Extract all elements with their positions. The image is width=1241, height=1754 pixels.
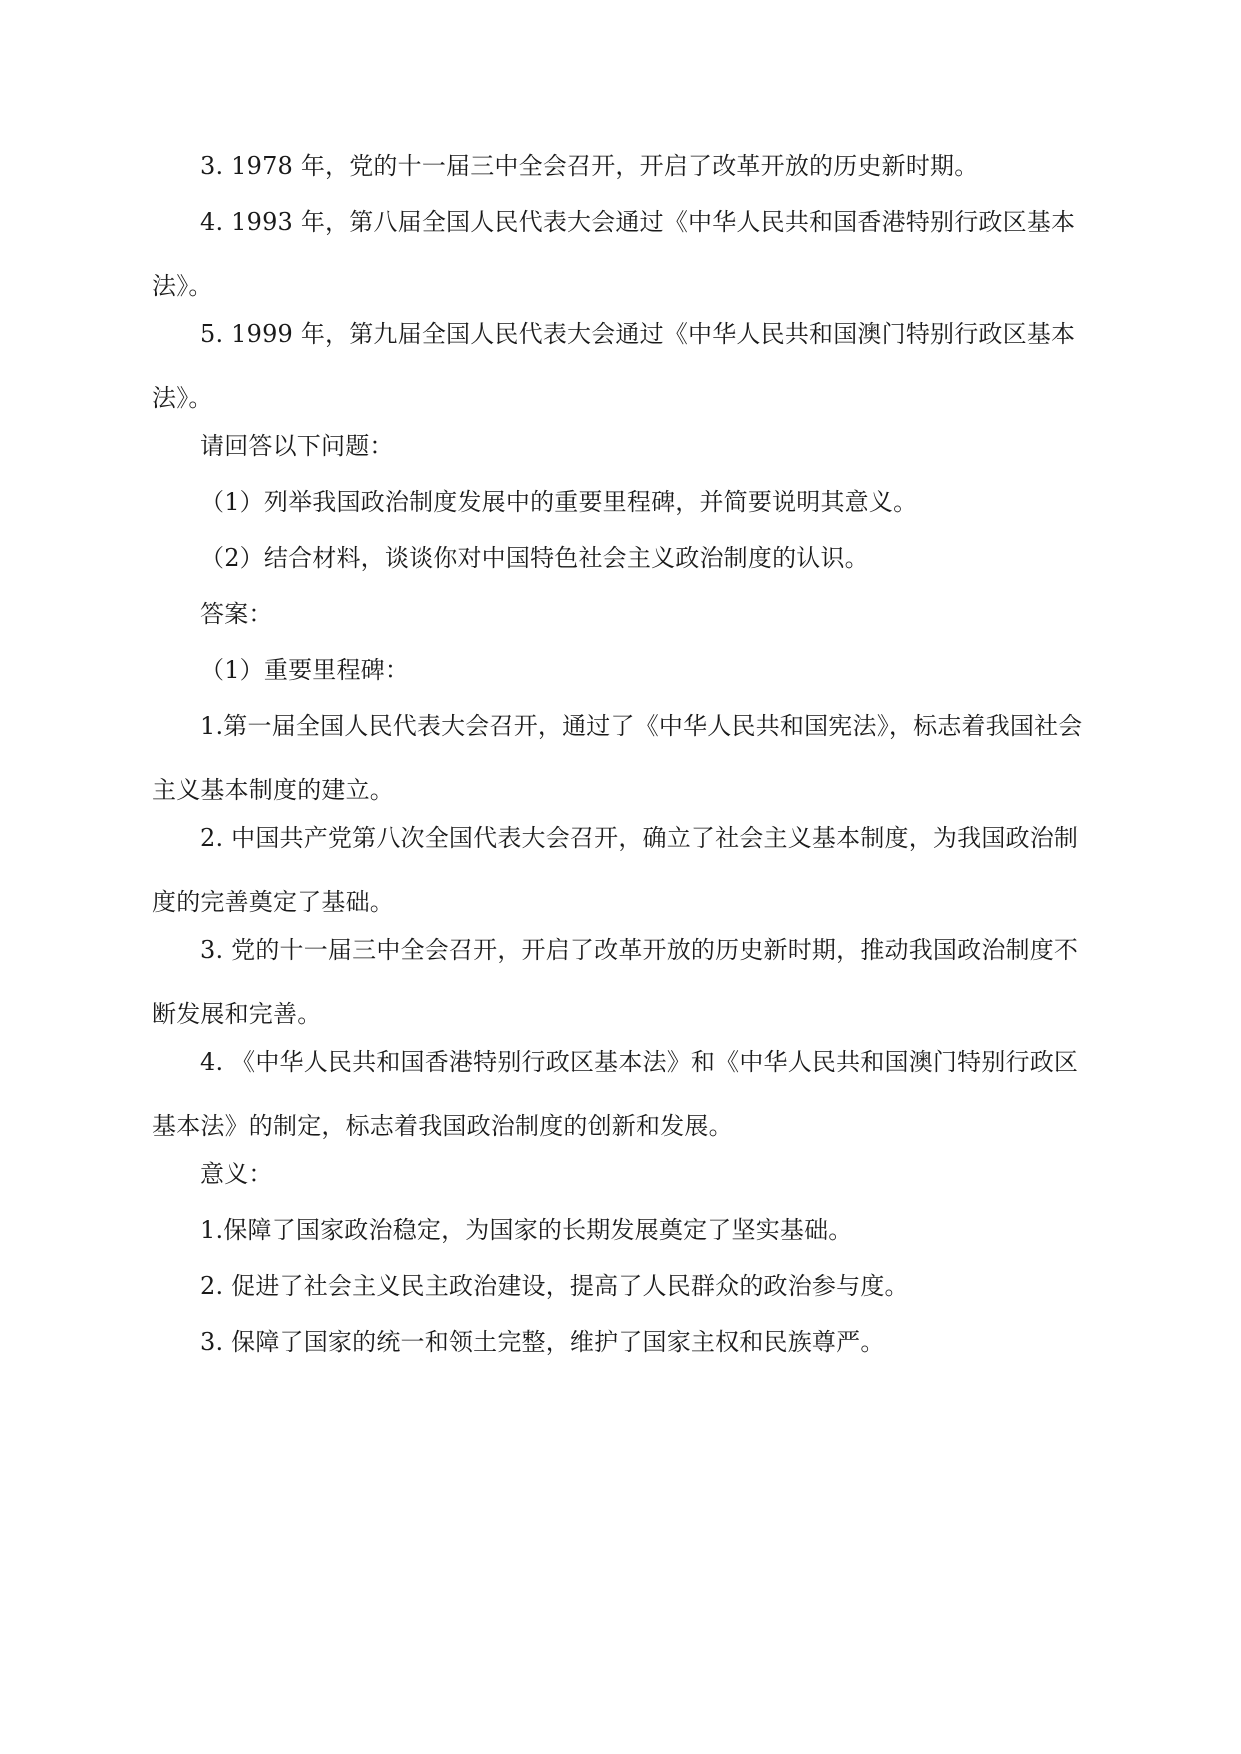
milestone-1: 1.第一届全国人民代表大会召开，通过了《中华人民共和国宪法》，标志着我国社会主义基本制度的建立。 (152, 712, 1083, 804)
answer-heading: 答案： (200, 600, 273, 628)
question-1: （1）列举我国政治制度发展中的重要里程碑，并简要说明其意义。 (200, 488, 918, 516)
significance-2: 2. 促进了社会主义民主政治建设，提高了人民群众的政治参与度。 (200, 1272, 909, 1300)
paragraph-item-5-1999: 5. 1999 年，第九届全国人民代表大会通过《中华人民共和国澳门特别行政区基本法》。 (152, 320, 1076, 412)
paragraph-item-4-1993: 4. 1993 年，第八届全国人民代表大会通过《中华人民共和国香港特别行政区基本法》。 (152, 208, 1076, 300)
paragraph-item-3-1978: 3. 1978 年，党的十一届三中全会召开，开启了改革开放的历史新时期。 (200, 152, 979, 180)
significance-1: 1.保障了国家政治稳定，为国家的长期发展奠定了坚实基础。 (200, 1216, 853, 1244)
questions-intro: 请回答以下问题： (200, 432, 394, 460)
question-2: （2）结合材料，谈谈你对中国特色社会主义政治制度的认识。 (200, 544, 869, 572)
milestone-3: 3. 党的十一届三中全会召开，开启了改革开放的历史新时期，推动我国政治制度不断发展和完善。 (152, 936, 1079, 1028)
milestone-2: 2. 中国共产党第八次全国代表大会召开，确立了社会主义基本制度，为我国政治制度的完善奠定了基础。 (152, 824, 1079, 916)
significance-3: 3. 保障了国家的统一和领土完整，维护了国家主权和民族尊严。 (200, 1328, 885, 1356)
significance-heading: 意义： (200, 1160, 273, 1188)
milestone-4: 4. 《中华人民共和国香港特别行政区基本法》和《中华人民共和国澳门特别行政区基本法》的制定，标志着我国政治制度的创新和发展。 (152, 1048, 1079, 1140)
milestones-heading: （1）重要里程碑： (200, 656, 410, 684)
